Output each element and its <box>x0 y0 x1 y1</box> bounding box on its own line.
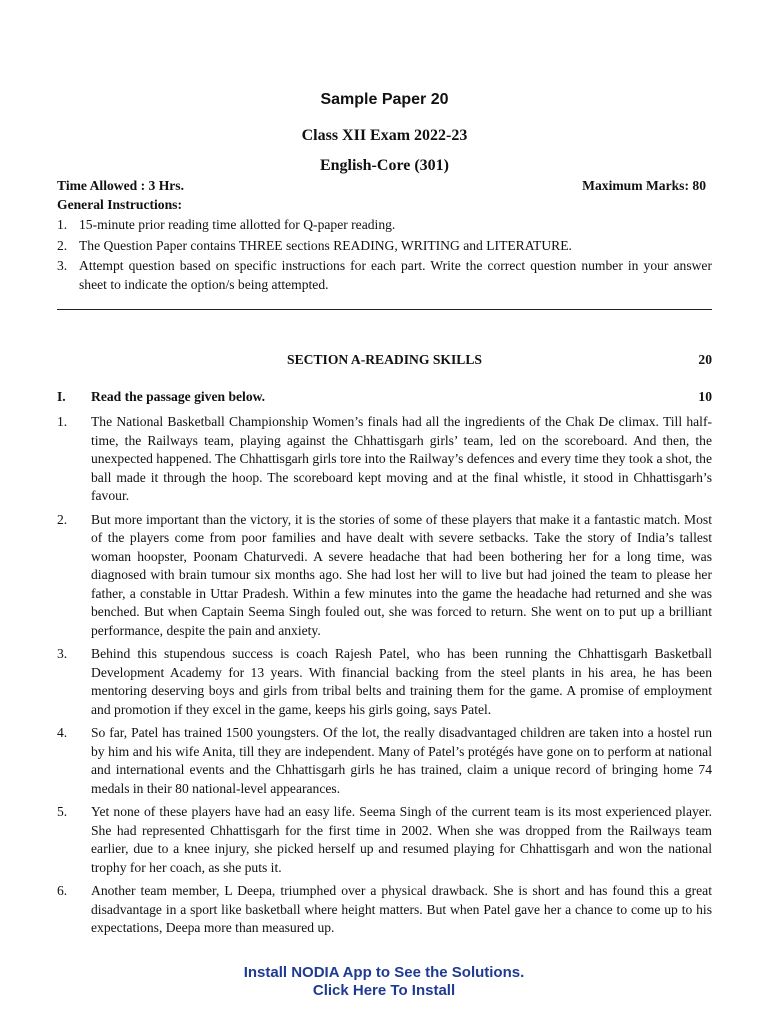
maximum-marks: Maximum Marks: 80 <box>582 178 706 193</box>
paragraph-text: So far, Patel has trained 1500 youngsters. Of the lot, the really disadvantaged children are taken into a hostel run by him and his wife Anita, till they are independent. Many of Patel’s protégés have gone on to perform at national and international events and the Chhattisgarh girls he has trained, claim a unique record of bringing home 74 medals in their 80 national-level appearances. <box>91 725 712 796</box>
passage-paragraph <box>57 413 712 506</box>
item-number: 1. <box>57 217 68 232</box>
divider <box>57 309 712 310</box>
paragraph-number: 4. <box>57 725 68 740</box>
meta-row <box>57 177 712 196</box>
list-item <box>57 257 712 294</box>
time-allowed: Time Allowed : 3 Hrs. <box>57 178 184 193</box>
item-text: Attempt question based on specific instructions for each part. Write the correct question number in your answer sheet to indicate the option/s being attempted. <box>79 258 712 292</box>
item-text: The Question Paper contains THREE sections READING, WRITING and LITERATURE. <box>79 237 572 253</box>
section-marks: 20 <box>698 352 712 367</box>
install-promo-text[interactable]: Install NODIA App to See the Solutions. <box>243 964 525 981</box>
instructions-list <box>57 216 712 296</box>
click-to-install-link[interactable]: Click Here To Install <box>312 982 456 999</box>
subject-line: English-Core (301) <box>319 157 450 174</box>
passage-paragraph <box>57 882 712 938</box>
paragraph-number: 3. <box>57 646 68 661</box>
section-heading <box>57 351 712 370</box>
item-number: 3. <box>57 258 68 273</box>
section-title: SECTION A-READING SKILLS <box>287 352 482 367</box>
paragraph-number: 1. <box>57 414 68 429</box>
paragraph-text: Yet none of these players have had an easy life. Seema Singh of the current team is its most experienced player. She had represented Chhattisgarh for the first time in 2002. When she was dropped from the Railways team earlier, due to a knee injury, she picked herself up and resumed playing for Chhattisgarh and won the national trophy for her coach, as she puts it. <box>91 804 712 875</box>
question-heading <box>57 388 712 407</box>
list-item <box>57 237 712 256</box>
question-marks: 10 <box>698 389 712 404</box>
list-item <box>57 216 712 235</box>
passage-paragraph <box>57 645 712 719</box>
paragraph-number: 6. <box>57 883 68 898</box>
passage <box>57 413 712 943</box>
passage-paragraph <box>57 511 712 641</box>
question-number: I. <box>57 389 66 404</box>
passage-paragraph <box>57 724 712 798</box>
paragraph-text: Another team member, L Deepa, triumphed over a physical drawback. She is short and has found this a great disadvantage in a sport like basketball where height matters. But when Patel gave her a chance to come up to his expectations, Deepa more than measured up. <box>91 883 712 935</box>
item-text: 15-minute prior reading time allotted for Q-paper reading. <box>79 217 396 232</box>
paragraph-number: 5. <box>57 804 68 819</box>
install-app-link[interactable] <box>0 964 768 1000</box>
question-text: Read the passage given below. <box>91 389 266 404</box>
class-line: Class XII Exam 2022-23 <box>301 127 468 144</box>
item-number: 2. <box>57 237 68 253</box>
paragraph-text: Behind this stupendous success is coach Rajesh Patel, who has been running the Chhattisgarh Basketball Development Academy for 13 years. With financial backing from the steel plants in his area, he has been mentoring deserving boys and girls from tribal belts and training them for the game. A promise of employment and promotion if they excel in the game, keeps his girls going, says Patel. <box>91 646 712 717</box>
paragraph-text: But more important than the victory, it is the stories of some of these players that make it a fantastic match. Most of the players come from poor families and have dealt with severe setbacks. Take the story of India’s tallest woman hoopster, Poonam Chaturvedi. A severe headache that had been bothering her for a long time, was diagnosed with brain tumour six months ago. She had lost her will to live but had joined the team to please her father, a constable in Uttar Pradesh. Within a few minutes into the game the headache had returned and she was benched. But when Captain Seema Singh fouled out, she was forced to return. She went on to put up a brilliant performance, despite the pain and anxiety. <box>91 511 712 638</box>
paragraph-number: 2. <box>57 511 68 527</box>
general-instructions-heading: General Instructions: <box>57 197 182 212</box>
paragraph-text: The National Basketball Championship Women’s finals had all the ingredients of the Chak De climax. Till half-time, the Railways team, playing against the Chhattisgarh girls’ team, led on the scoreboard. And then, the unexpected happened. The Chhattisgarh girls tore into the Railway’s defences and every time they took a shot, the ball made it through the hoop. The scoreboard kept moving and at the final whistle, it stood in Chhattisgarh’s favour. <box>91 414 712 503</box>
paper-title: Sample Paper 20 <box>320 91 449 108</box>
passage-paragraph <box>57 803 712 877</box>
